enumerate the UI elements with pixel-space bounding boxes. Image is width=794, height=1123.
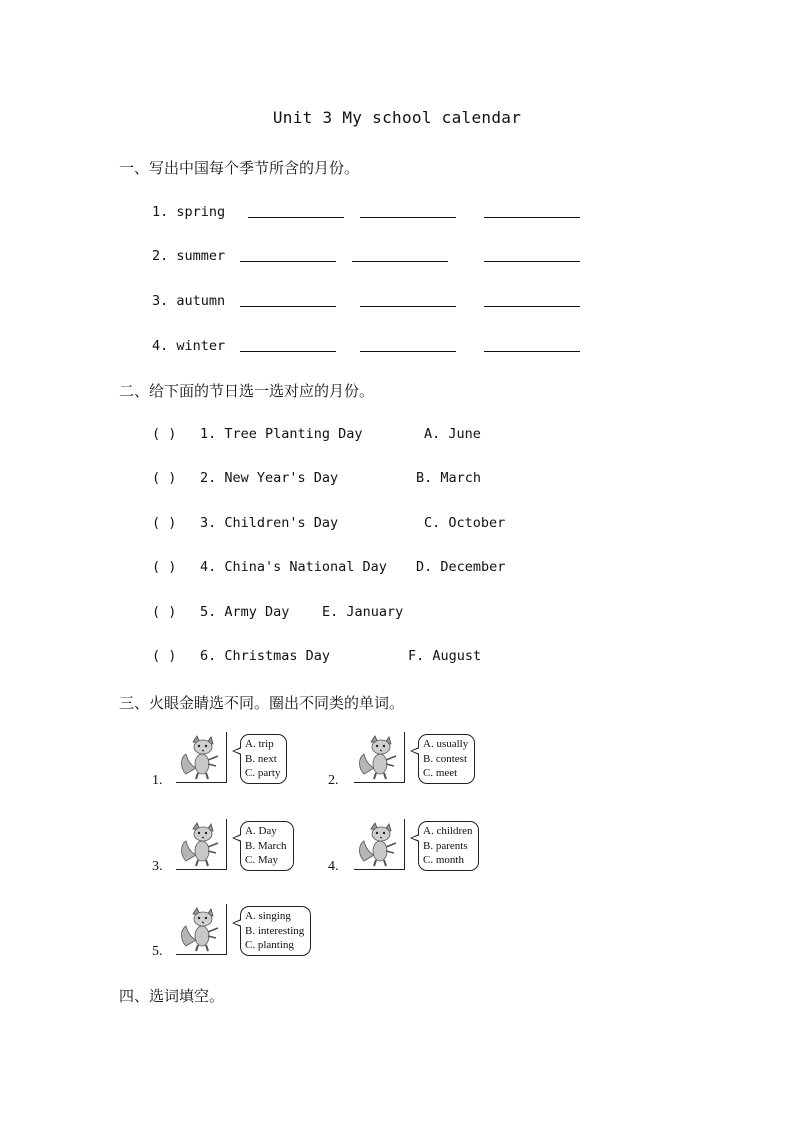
word-choice-card <box>354 732 494 792</box>
answer-blank[interactable] <box>360 351 456 352</box>
question-number: 2. <box>328 773 339 788</box>
holiday-item: 6. Christmas Day <box>200 648 331 664</box>
month-option: C. October <box>424 515 506 531</box>
fox-picture-frame <box>176 732 227 783</box>
question-number: 5. <box>152 944 163 959</box>
answer-blank[interactable] <box>484 217 580 218</box>
section-3-heading: 三、火眼金睛选不同。圈出不同类的单词。 <box>119 694 405 712</box>
fox-picture-frame <box>354 732 405 783</box>
options-bubble <box>418 821 479 871</box>
answer-blank[interactable] <box>240 351 336 352</box>
option-b[interactable]: B. parents <box>423 839 468 852</box>
season-label-autumn: 3. autumn <box>152 293 226 309</box>
options-bubble <box>418 734 475 784</box>
section-4-heading: 四、选词填空。 <box>119 987 225 1005</box>
month-option: B. March <box>416 470 482 486</box>
fox-icon <box>178 906 224 952</box>
holiday-item: 1. Tree Planting Day <box>200 426 363 442</box>
answer-bracket[interactable]: ( ) <box>152 515 177 531</box>
option-c[interactable]: C. May <box>245 854 278 866</box>
fox-icon <box>178 734 224 780</box>
month-option: E. January <box>322 604 404 620</box>
options-bubble <box>240 821 294 871</box>
fox-icon <box>356 734 402 780</box>
answer-bracket[interactable]: ( ) <box>152 648 177 664</box>
holiday-item: 3. Children's Day <box>200 515 339 531</box>
answer-bracket[interactable]: ( ) <box>152 559 177 575</box>
word-choice-card <box>354 819 494 879</box>
word-choice-card <box>176 819 316 879</box>
fox-picture-frame <box>176 904 227 955</box>
fox-icon <box>178 821 224 867</box>
holiday-item: 4. China's National Day <box>200 559 387 575</box>
answer-blank[interactable] <box>248 217 344 218</box>
option-a[interactable]: A. singing <box>245 910 291 922</box>
answer-blank[interactable] <box>484 351 580 352</box>
season-label-winter: 4. winter <box>152 338 226 354</box>
word-choice-card <box>176 732 316 792</box>
option-a[interactable]: A. Day <box>245 825 277 837</box>
fox-picture-frame <box>354 819 405 870</box>
answer-bracket[interactable]: ( ) <box>152 604 177 620</box>
option-c[interactable]: C. month <box>423 854 464 866</box>
holiday-item: 2. New Year's Day <box>200 470 339 486</box>
answer-bracket[interactable]: ( ) <box>152 470 177 486</box>
option-b[interactable]: B. March <box>245 839 287 852</box>
month-option: F. August <box>408 648 482 664</box>
holiday-item: 5. Army Day <box>200 604 290 620</box>
options-bubble <box>240 734 287 784</box>
answer-blank[interactable] <box>484 306 580 307</box>
season-label-spring: 1. spring <box>152 204 226 220</box>
option-a[interactable]: A. trip <box>245 738 274 750</box>
answer-bracket[interactable]: ( ) <box>152 426 177 442</box>
month-option: A. June <box>424 426 481 442</box>
month-option: D. December <box>416 559 506 575</box>
page-title: Unit 3 My school calendar <box>272 108 522 127</box>
option-a[interactable]: A. usually <box>423 738 469 750</box>
answer-blank[interactable] <box>484 261 580 262</box>
answer-blank[interactable] <box>360 306 456 307</box>
answer-blank[interactable] <box>352 261 448 262</box>
question-number: 1. <box>152 773 163 788</box>
question-number: 3. <box>152 859 163 874</box>
options-bubble <box>240 906 311 956</box>
option-c[interactable]: C. planting <box>245 939 294 951</box>
season-label-summer: 2. summer <box>152 248 226 264</box>
answer-blank[interactable] <box>240 306 336 307</box>
word-choice-card <box>176 904 316 964</box>
option-b[interactable]: B. interesting <box>245 924 305 937</box>
option-c[interactable]: C. party <box>245 767 281 779</box>
option-b[interactable]: B. next <box>245 752 277 765</box>
section-2-heading: 二、给下面的节日选一选对应的月份。 <box>119 382 375 400</box>
option-a[interactable]: A. children <box>423 825 473 837</box>
option-b[interactable]: B. contest <box>423 752 467 765</box>
answer-blank[interactable] <box>240 261 336 262</box>
fox-icon <box>356 821 402 867</box>
answer-blank[interactable] <box>360 217 456 218</box>
fox-picture-frame <box>176 819 227 870</box>
question-number: 4. <box>328 859 339 874</box>
option-c[interactable]: C. meet <box>423 767 458 779</box>
section-1-heading: 一、写出中国每个季节所含的月份。 <box>119 159 360 177</box>
